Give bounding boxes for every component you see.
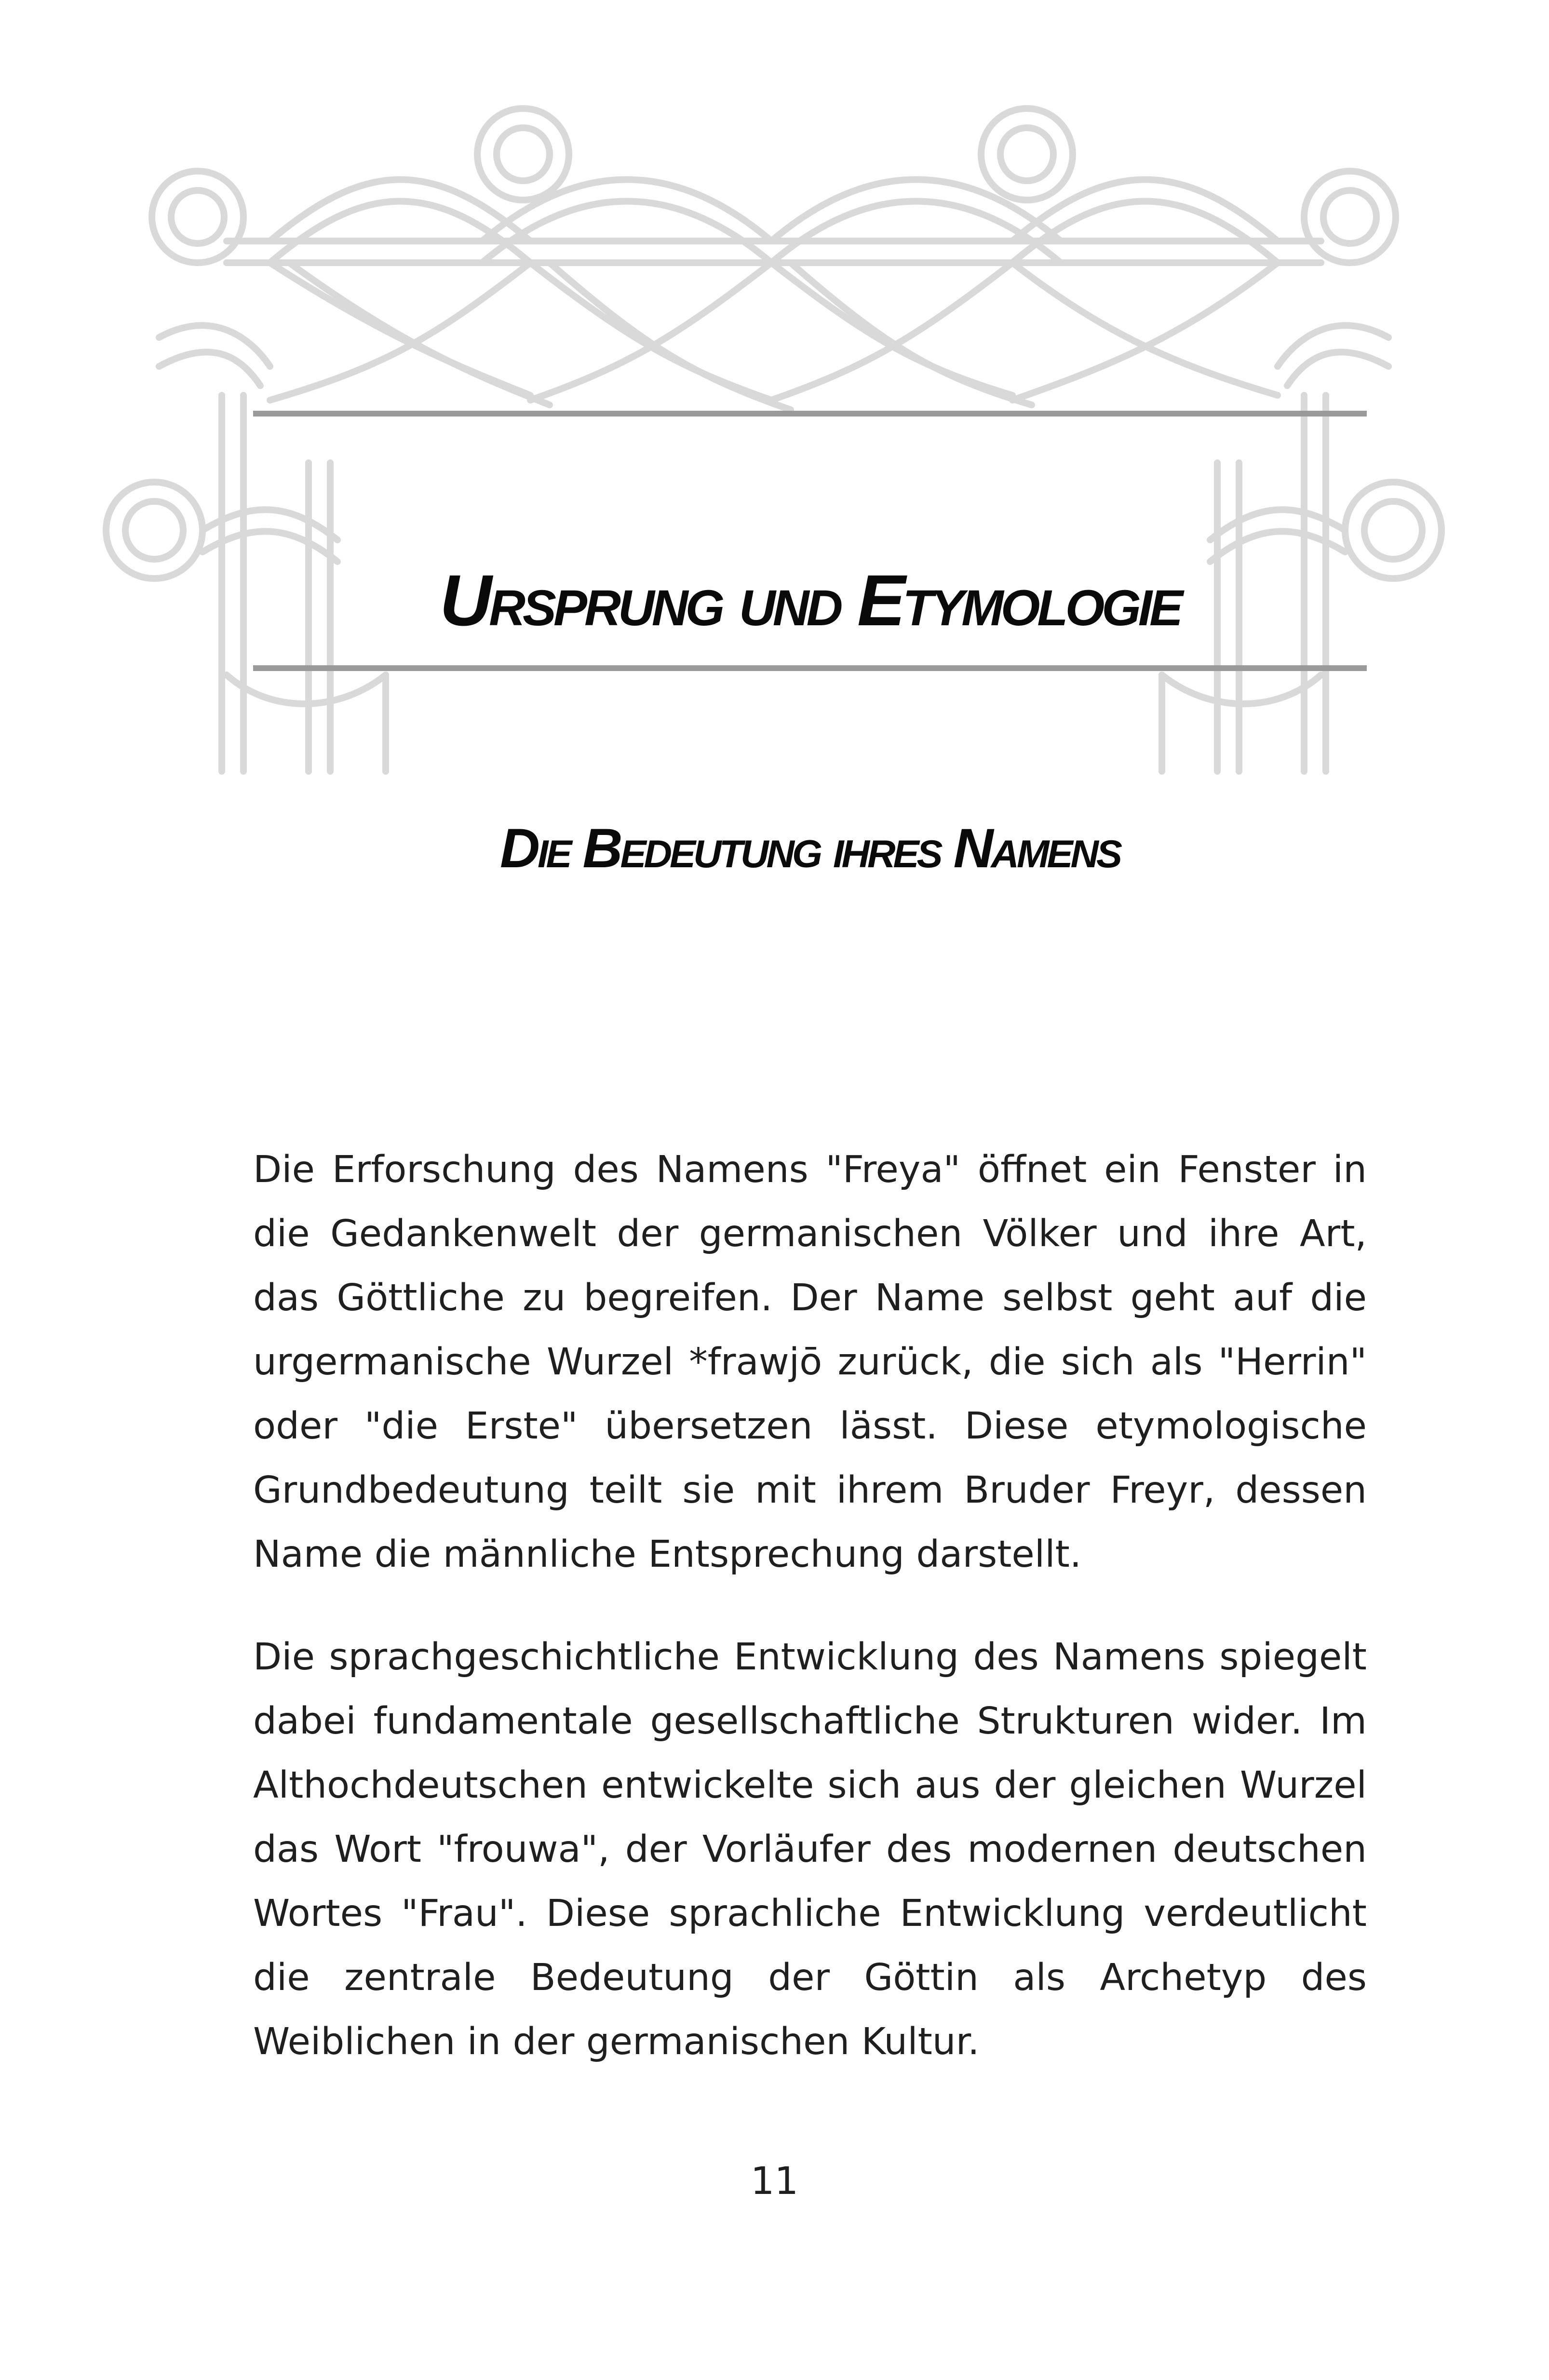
- celtic-knot-ornament: [0, 0, 1549, 781]
- body-text: [253, 1138, 1367, 2112]
- chapter-title: Ursprung und Etymologie: [439, 560, 1181, 641]
- paragraph: Die sprachgeschichtliche Entwicklung des Namens spiegelt dabei fundamentale gesellschaftliche Strukturen wider. Im Althochdeutschen entwickelte sich aus der gleichen Wurzel das Wort "frouwa", der Vorläufer des modernen deutschen Wortes "Frau". Diese sprachliche Entwicklung verdeutlicht die zentrale Bedeutung der Göttin als Archetyp des Weiblichen in der germanischen Kultur.: [253, 1636, 1367, 2063]
- title-rule-bottom: [253, 665, 1367, 671]
- page-number: 11: [750, 2160, 799, 2203]
- title-rule-top: [253, 411, 1367, 417]
- paragraph: Die Erforschung des Namens "Freya" öffnet ein Fenster in die Gedankenwelt der germanischen Völker und ihre Art, das Göttliche zu begreifen. Der Name selbst geht auf die urgermanische Wurzel *frawjō zurück, die sich als "Herrin" oder "die Erste" übersetzen lässt. Diese etymologische Grundbedeutung teilt sie mit ihrem Bruder Freyr, dessen Name die männliche Entsprechung darstellt.: [253, 1148, 1367, 1576]
- section-title: Die Bedeutung ihres Namens: [499, 818, 1120, 880]
